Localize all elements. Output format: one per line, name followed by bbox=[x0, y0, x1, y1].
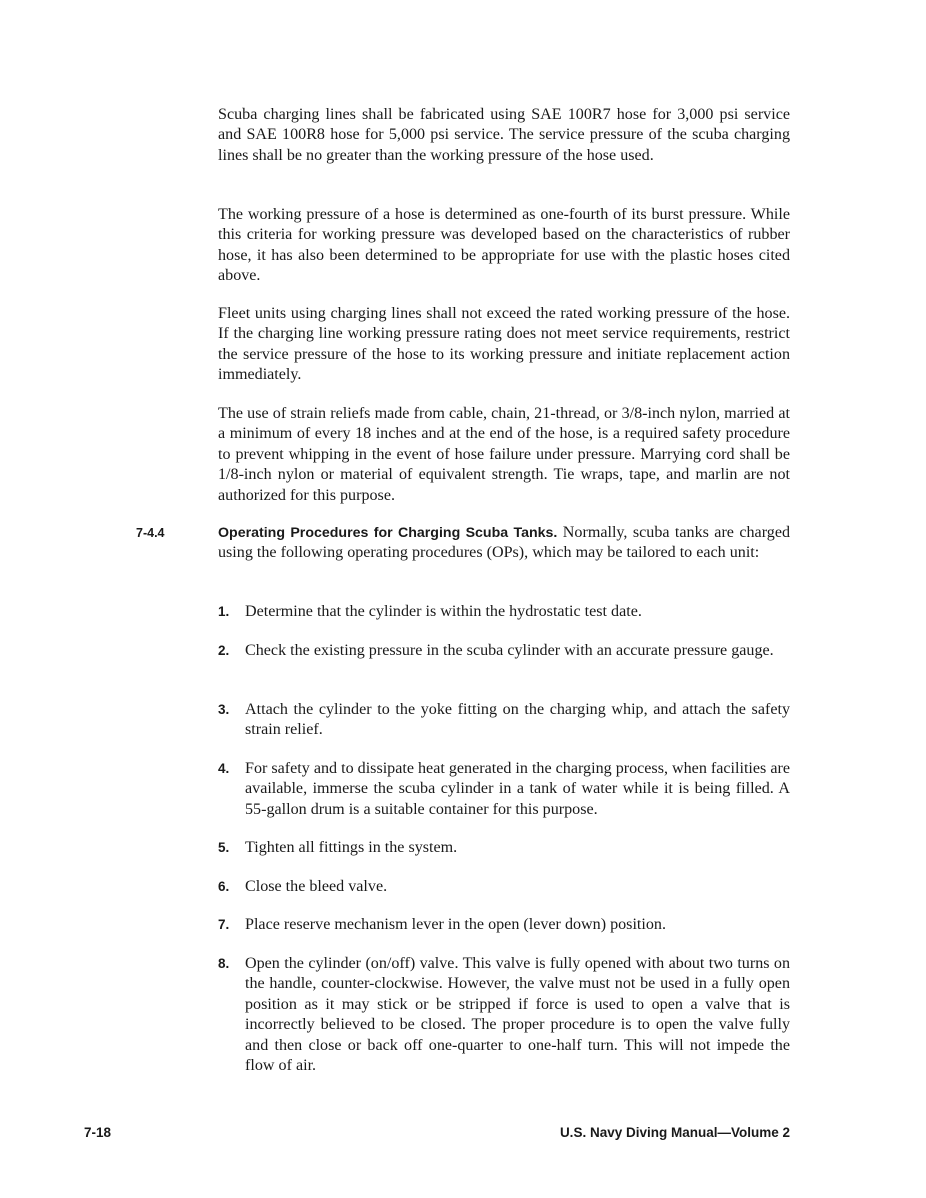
list-item-text: Place reserve mechanism lever in the open (lever down) position. bbox=[245, 916, 666, 933]
list-item-number: 1. bbox=[218, 604, 230, 619]
list-item bbox=[218, 641, 790, 661]
list-item-text: For safety and to dissipate heat generated in the charging process, when facilities are available, immerse the scuba cylinder in a tank of water while it is being filled. A 55-gallon drum is a suitable container for this purpose. bbox=[245, 760, 790, 818]
list-item-number: 4. bbox=[218, 761, 230, 776]
list-item-text: Check the existing pressure in the scuba cylinder with an accurate pressure gauge. bbox=[245, 642, 774, 659]
list-item bbox=[218, 954, 790, 1076]
list-item-number: 6. bbox=[218, 879, 230, 894]
list-item-text: Determine that the cylinder is within the hydrostatic test date. bbox=[245, 603, 642, 620]
list-item-number: 8. bbox=[218, 956, 230, 971]
list-item bbox=[218, 838, 790, 858]
list-item-text: Tighten all fittings in the system. bbox=[245, 839, 458, 856]
list-item-text: Open the cylinder (on/off) valve. This valve is fully opened with about two turns on the handle, counter-clockwise. However, the valve must not be used in a fully open position as it may stick or be stripped if force is used to open a valve that is incorrectly believed to be closed. The proper procedure is to open the valve fully and then close or back off one-quarter to one-half turn. This will not impede the flow of air. bbox=[245, 955, 790, 1075]
list-item-number: 7. bbox=[218, 917, 230, 932]
footer-page-number: 7-18 bbox=[84, 1125, 112, 1140]
paragraph-strain-reliefs: The use of strain reliefs made from cable, chain, 21-thread, or 3/8-inch nylon, married at a minimum of every 18 inches and at the end of the hose, is a required safety procedure to prevent whipping in the event of hose failure under pressure. Marrying cord shall be 1/8-inch nylon or material of equivalent strength. Tie wraps, tape, and marlin are not authorized for this purpose. bbox=[218, 405, 790, 504]
footer-manual-title: U.S. Navy Diving Manual—Volume 2 bbox=[559, 1125, 790, 1140]
list-item bbox=[218, 602, 790, 622]
section-title: Operating Procedures for Charging Scuba Tanks. bbox=[218, 525, 558, 541]
list-item bbox=[218, 759, 790, 820]
list-item bbox=[218, 915, 790, 935]
paragraph-charging-lines: Scuba charging lines shall be fabricated using SAE 100R7 hose for 3,000 psi service and SAE 100R8 hose for 5,000 psi service. The service pressure of the scuba charging lines shall be no greater than the working pressure of the hose used. bbox=[218, 106, 790, 164]
section-number: 7-4.4 bbox=[136, 526, 165, 540]
list-item-number: 2. bbox=[218, 643, 230, 658]
paragraph-hose-working-pressure: The working pressure of a hose is determined as one-fourth of its burst pressure. While this criteria for working pressure was developed based on the characteristics of rubber hose, it has also been determined to be appropriate for use with the plastic hoses cited above. bbox=[218, 206, 790, 285]
list-item-number: 5. bbox=[218, 840, 230, 855]
list-item-text: Attach the cylinder to the yoke fitting on the charging whip, and attach the safety strain relief. bbox=[245, 701, 790, 739]
list-item bbox=[218, 700, 790, 741]
list-item-text: Close the bleed valve. bbox=[245, 878, 388, 895]
section-intro-text: Normally, scuba tanks are charged using the following operating procedures (OPs), which may be tailored to each unit: bbox=[218, 524, 791, 562]
list-item-number: 3. bbox=[218, 702, 230, 717]
list-item bbox=[218, 877, 790, 897]
paragraph-fleet-units: Fleet units using charging lines shall not exceed the rated working pressure of the hose. If the charging line working pressure rating does not meet service requirements, restrict the service pressure of the hose to its working pressure and initiate replacement action immediately. bbox=[218, 305, 790, 384]
section-intro-paragraph bbox=[218, 523, 790, 564]
